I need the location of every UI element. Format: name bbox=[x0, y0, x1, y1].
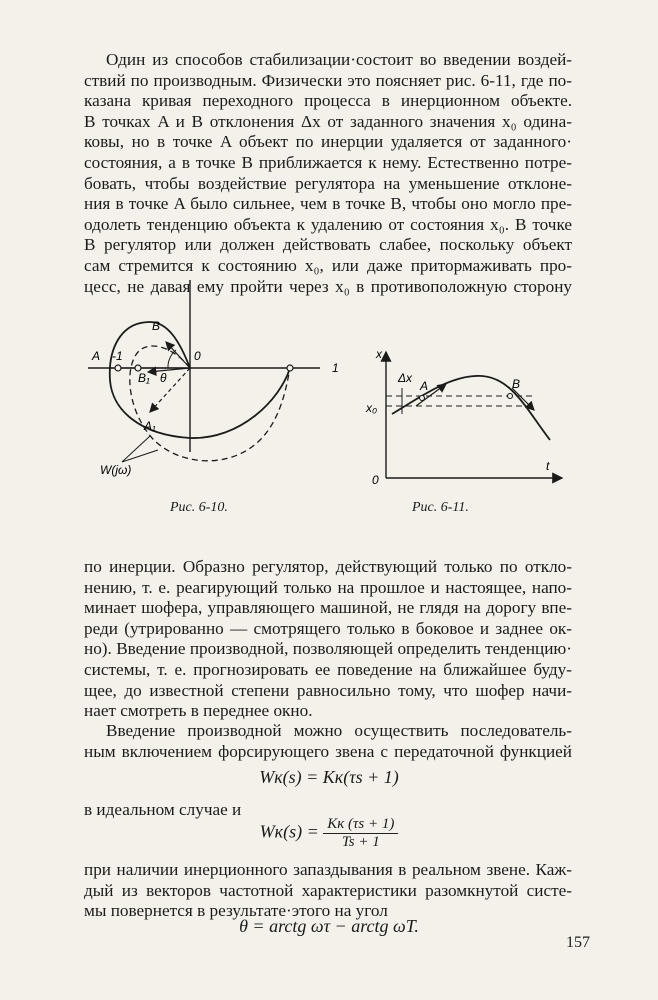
text-line: в идеальном случае и bbox=[84, 800, 242, 819]
formula-2-fraction bbox=[323, 816, 398, 851]
label-leader bbox=[122, 436, 150, 462]
label-t: t bbox=[546, 459, 550, 473]
formula-1: Wк(s) = Kк(τs + 1) bbox=[259, 767, 399, 787]
point-b bbox=[508, 394, 513, 399]
text-line: нению, т. е. реагирующий только на прошлое и настоящее, напо- bbox=[84, 577, 572, 597]
theta-arc bbox=[168, 350, 176, 368]
text-line: щее, до известной степени равносильно тому, что шофер начи- bbox=[84, 680, 572, 700]
text-line: но). Введение производной, позволяющей определить тенденцию· bbox=[84, 639, 572, 659]
label-a1: A₁ bbox=[144, 419, 156, 433]
paragraph-3 bbox=[84, 860, 572, 922]
text-line: Один из способов стабилизации·состоит во введении воздей- bbox=[106, 50, 572, 69]
text-line: дый из векторов частотной характеристики разомкнутой систе- bbox=[84, 880, 572, 900]
figure-6-10 bbox=[80, 280, 350, 495]
caption-fig-6-10: Рис. 6-10. bbox=[170, 500, 228, 515]
text-line: цесс, не давая ему пройти через x₀ в противоположную сторону bbox=[84, 276, 572, 296]
vector-a1 bbox=[150, 368, 190, 412]
point-minus-one bbox=[115, 365, 121, 371]
text-line: ствий по производным. Физически это поясняет рис. 6-11, где по- bbox=[84, 70, 572, 90]
text-line: бовать, чтобы воздействие регулятора на уменьшение отклоне- bbox=[84, 173, 572, 193]
formula-2-denominator: Ts + 1 bbox=[341, 834, 380, 850]
formula-2 bbox=[0, 816, 658, 851]
page-number: 157 bbox=[566, 934, 590, 951]
text-line: состояния, а в точке B приближается к нему. Естественно потре- bbox=[84, 152, 572, 172]
text-line: реди (утрированно — смотрящего только в боковое и заднее ок- bbox=[84, 618, 572, 638]
middle-paragraph bbox=[84, 557, 572, 722]
label-x0: x₀ bbox=[366, 401, 378, 415]
formula-3: θ = arctg ωτ − arctg ωT. bbox=[239, 916, 419, 936]
figure-6-11 bbox=[362, 340, 572, 490]
label-theta: θ bbox=[160, 371, 167, 385]
text-line: казана кривая переходного процесса в инерционном объекте. bbox=[84, 91, 572, 111]
label-b: B bbox=[152, 319, 161, 333]
text-line: Введение производной можно осуществить последователь- bbox=[106, 721, 572, 740]
text-line: нает смотреть в переднее окно. bbox=[84, 701, 313, 721]
text-line: ным включением форсирующего звена с передаточной функцией bbox=[84, 741, 572, 761]
paragraph-2 bbox=[84, 721, 572, 762]
text-line: по инерции. Образно регулятор, действующий только по откло- bbox=[84, 557, 572, 576]
formula-2-numerator: Kк (τs + 1) bbox=[323, 816, 398, 834]
top-paragraph bbox=[84, 50, 572, 297]
frequency-response-curve bbox=[110, 322, 290, 438]
text-line: мы повернется в результате·этого на угол bbox=[84, 901, 388, 921]
text-line: ковы, но в точке A объект по инерции удаляется от заданного· bbox=[84, 132, 572, 152]
formula-2-lhs: Wк(s) = bbox=[259, 821, 319, 842]
text-line: при наличии инерционного запаздывания в реальном звене. Каж- bbox=[84, 860, 572, 879]
text-line: В точках A и B отклонения Δx от заданного значения x₀ одина- bbox=[84, 111, 572, 131]
label-b: B bbox=[512, 377, 521, 391]
transient-curve bbox=[392, 376, 550, 440]
label-w: W(jω) bbox=[100, 463, 132, 477]
text-line: системы, т. е. прогнозировать ее поведение на ближайшее буду- bbox=[84, 659, 572, 679]
tangent-b bbox=[512, 388, 534, 410]
text-line: B регулятор или должен действовать слабее, поскольку объект bbox=[84, 235, 572, 255]
caption-fig-6-11: Рис. 6-11. bbox=[412, 500, 469, 515]
vector-b bbox=[166, 342, 190, 368]
text-line: сам стремится к состоянию x₀, или даже притормаживать про- bbox=[84, 255, 572, 275]
label-minus-one: -1 bbox=[112, 349, 123, 363]
point-crossing bbox=[287, 365, 293, 371]
label-zero: 0 bbox=[194, 349, 201, 363]
text-line: ния в точке A было сильнее, чем в точке B, чтобы оно могло пре- bbox=[84, 194, 572, 214]
label-one: 1 bbox=[332, 361, 339, 375]
label-b1: B₁ bbox=[138, 371, 150, 385]
label-zero: 0 bbox=[372, 473, 379, 487]
point-a bbox=[420, 396, 425, 401]
text-line: минает шофера, управляющего машиной, не глядя на дорогу впе- bbox=[84, 598, 572, 618]
rotated-response-curve bbox=[130, 346, 290, 461]
label-leader bbox=[122, 450, 158, 462]
label-a: A bbox=[92, 349, 101, 363]
label-x: x bbox=[376, 347, 382, 361]
label-dx: Δx bbox=[398, 371, 413, 385]
text-line: одолеть тенденцию объекта к удалению от состояния x₀. В точке bbox=[84, 214, 572, 234]
label-a: A bbox=[420, 379, 429, 393]
